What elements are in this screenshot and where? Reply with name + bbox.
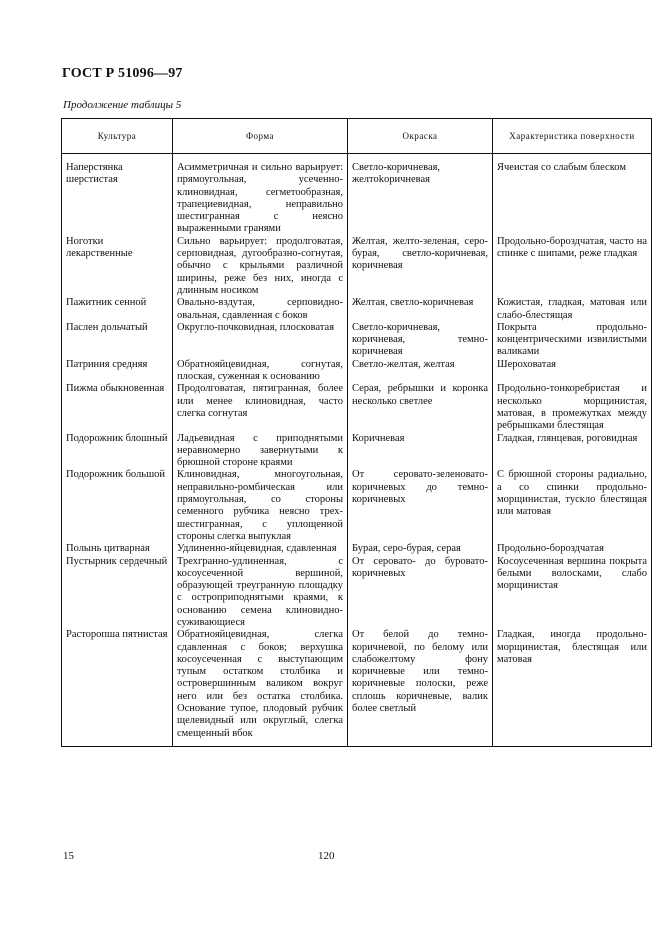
- cell-color: Светло-коричневая, коричневая, темно-коричневая: [348, 322, 493, 359]
- cell-culture: Пустырник сердечный: [62, 556, 173, 630]
- cell-color: Коричневая: [348, 433, 493, 470]
- column-header-color: Окраска: [348, 119, 493, 154]
- cell-form: Обратнояйцевидная, согнутая, плоская, суженная к основанию: [173, 359, 348, 384]
- cell-surface: Покрыта продольно-концентрическими извилистыми валиками: [493, 322, 652, 359]
- cell-culture: Пижма обыкновенная: [62, 383, 173, 432]
- cell-form: Обратнояйцевидная, слегка сдавленная с боков; верхушка косоусеченная с выступающим тупым остатком столбика и островершинным валиком вокруг него или без остатка столбика. Основание тупое, плодовый рубчик щелевидный или округлый, слегка смещенный вбок: [173, 629, 348, 746]
- cell-form: Клиновидная, многоугольная, неправильно-ромбическая или прямоугольная, со стороны семенного рубчика неясно трех-шестигранная, с уплощенной стороны слегка выпуклая: [173, 469, 348, 543]
- column-header-form: Форма: [173, 119, 348, 154]
- table-row: [62, 236, 652, 297]
- sheet-number: 120: [318, 850, 335, 862]
- cell-culture: Подорожник блошный: [62, 433, 173, 470]
- cell-surface: Ячеистая со слабым блеском: [493, 154, 652, 236]
- table-row: [62, 433, 652, 470]
- table-caption: Продолжение таблицы 5: [63, 99, 182, 111]
- cell-surface: С брюшной стороны радиально, а со спинки продольно-морщинистая, тускло блестящая или матовая: [493, 469, 652, 543]
- table-row: [62, 297, 652, 322]
- cell-color: Бурая, серо-бурая, серая: [348, 543, 493, 555]
- cell-culture: Патриния средняя: [62, 359, 173, 384]
- cell-form: Сильно варьирует: продолговатая, серповидная, дугообразно-согнутая, обычно с крыльями различной ширины, реже без них, иногда с длинным носиком: [173, 236, 348, 297]
- column-header-surface: Характеристика поверхности: [493, 119, 652, 154]
- cell-surface: Продольно-тонкоребристая и несколько морщинистая, матовая, в промежутках между ребрышками блестящая: [493, 383, 652, 432]
- cell-surface: Гладкая, глянцевая, роговидная: [493, 433, 652, 470]
- cell-culture: Расторопша пятнистая: [62, 629, 173, 746]
- cell-form: Округло-почковидная, плосковатая: [173, 322, 348, 359]
- cell-culture: Полынь цитварная: [62, 543, 173, 555]
- cell-surface: Косоусеченная вершина покрыта белыми волосками, слабо морщинистая: [493, 556, 652, 630]
- cell-color: Желтая, желто-зеленая, серо-бурая, светло-коричневая, коричневая: [348, 236, 493, 297]
- cell-color: От серовато- до буровато-коричневых: [348, 556, 493, 630]
- cell-surface: Шероховатая: [493, 359, 652, 384]
- table-header-row: [62, 119, 652, 154]
- cell-culture: Паслен дольчатый: [62, 322, 173, 359]
- cell-color: От серовато-зеленовато-коричневых до темно-коричневых: [348, 469, 493, 543]
- cell-form: Трехгранно-удлиненная, с косоусеченной вершиной, образующей треугранную площадку с остроприподнятыми краями, к основанию семена клиновидно-суживающиеся: [173, 556, 348, 630]
- cell-color: От белой до темно-коричневой, по белому или слабожелтому фону коричневые или темно-коричневые полоски, реже сплошь коричневые, валик более светлый: [348, 629, 493, 746]
- seed-characteristics-table: [61, 118, 652, 747]
- table-row: [62, 556, 652, 630]
- cell-form: Продолговатая, пятигранная, более или менее клиновидная, часто слегка согнутая: [173, 383, 348, 432]
- cell-color: Желтая, светло-коричневая: [348, 297, 493, 322]
- cell-form: Асимметричная и сильно варьирует: прямоугольная, усеченно-клиновидная, сегметообразная, трапециевидная, неправильно шестигранная с неясно выраженными гранями: [173, 154, 348, 236]
- table-row: [62, 383, 652, 432]
- cell-form: Овально-вздутая, серповидно-овальная, сдавленная с боков: [173, 297, 348, 322]
- cell-color: Светло-желтая, желтая: [348, 359, 493, 384]
- cell-form: Удлиненно-яйцевидная, сдавленная: [173, 543, 348, 555]
- table-row: [62, 154, 652, 236]
- table-row: [62, 359, 652, 384]
- cell-color: Светло-коричневая, желтоkоричневая: [348, 154, 493, 236]
- document-code: ГОСТ Р 51096—97: [62, 66, 183, 81]
- cell-culture: Пажитник сенной: [62, 297, 173, 322]
- cell-culture: Подорожник большой: [62, 469, 173, 543]
- table-row: [62, 543, 652, 555]
- table-row: [62, 629, 652, 746]
- table-row: [62, 469, 652, 543]
- cell-surface: Продольно-бороздчатая: [493, 543, 652, 555]
- cell-culture: Ноготки лекарственные: [62, 236, 173, 297]
- column-header-culture: Культура: [62, 119, 173, 154]
- cell-surface: Гладкая, иногда продольно-морщинистая, блестящая или матовая: [493, 629, 652, 746]
- cell-culture: Наперстянка шерстистая: [62, 154, 173, 236]
- cell-form: Ладьевидная с приподнятыми неравномерно завернутыми к брюшной стороне краями: [173, 433, 348, 470]
- table-row: [62, 322, 652, 359]
- cell-color: Серая, ребрышки и коронка несколько светлее: [348, 383, 493, 432]
- cell-surface: Кожистая, гладкая, матовая или слабо-блестящая: [493, 297, 652, 322]
- page-number: 15: [63, 850, 74, 862]
- cell-surface: Продольно-бороздчатая, часто на спинке с шипами, реже гладкая: [493, 236, 652, 297]
